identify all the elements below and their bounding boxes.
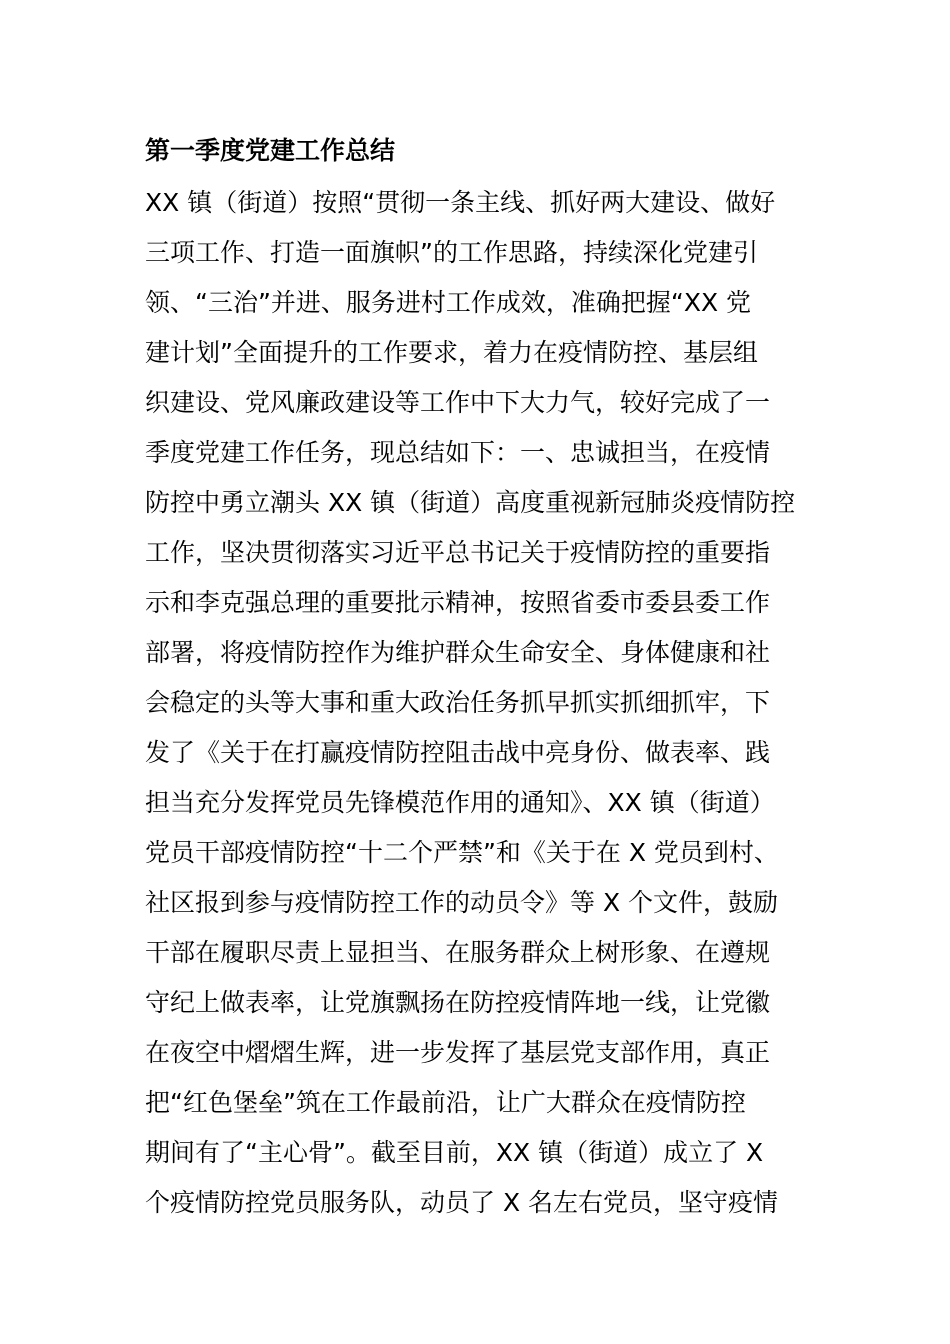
body-line: 织建设、党风廉政建设等工作中下大力气，较好完成了一 [145, 388, 771, 417]
body-line: 会稳定的头等大事和重大政治任务抓早抓实抓细抓牢，下 [145, 688, 771, 717]
body-line: 担当充分发挥党员先锋模范作用的通知》、XX 镇（街道） [145, 788, 775, 817]
body-line: 领、“三治”并进、服务进村工作成效，准确把握“XX 党 [145, 288, 752, 317]
body-line: 工作，坚决贯彻落实习近平总书记关于疫情防控的重要指 [145, 538, 771, 567]
body-line: 防控中勇立潮头 XX 镇（街道）高度重视新冠肺炎疫情防控 [145, 488, 796, 517]
body-line: 季度党建工作任务，现总结如下：一、忠诚担当，在疫情 [145, 438, 771, 467]
body-line: 社区报到参与疫情防控工作的动员令》等 X 个文件，鼓励 [145, 888, 779, 917]
body-line: 期间有了“主心骨”。截至目前，XX 镇（街道）成立了 X [145, 1138, 764, 1167]
body-line: 示和李克强总理的重要批示精神，按照省委市委县委工作 [145, 588, 771, 617]
body-line: 发了《关于在打赢疫情防控阻击战中亮身份、做表率、践 [145, 738, 771, 767]
body-line: 党员干部疫情防控“十二个严禁”和《关于在 X 党员到村、 [145, 838, 779, 867]
body-line: 守纪上做表率，让党旗飘扬在防控疫情阵地一线，让党徽 [145, 988, 771, 1017]
body-line: 干部在履职尽责上显担当、在服务群众上树形象、在遵规 [145, 938, 771, 967]
document-body [145, 178, 815, 1228]
document-title: 第一季度党建工作总结 [145, 136, 396, 165]
body-line: XX 镇（街道）按照“贯彻一条主线、抓好两大建设、做好 [145, 188, 776, 217]
body-line: 在夜空中熠熠生辉，进一步发挥了基层党支部作用，真正 [145, 1038, 771, 1067]
body-line: 把“红色堡垒”筑在工作最前沿，让广大群众在疫情防控 [145, 1088, 746, 1117]
body-line: 三项工作、打造一面旗帜”的工作思路，持续深化党建引 [145, 238, 758, 267]
body-line: 部署，将疫情防控作为维护群众生命安全、身体健康和社 [145, 638, 771, 667]
body-line: 个疫情防控党员服务队，动员了 X 名左右党员，坚守疫情 [145, 1188, 779, 1217]
body-line: 建计划”全面提升的工作要求，着力在疫情防控、基层组 [145, 338, 758, 367]
